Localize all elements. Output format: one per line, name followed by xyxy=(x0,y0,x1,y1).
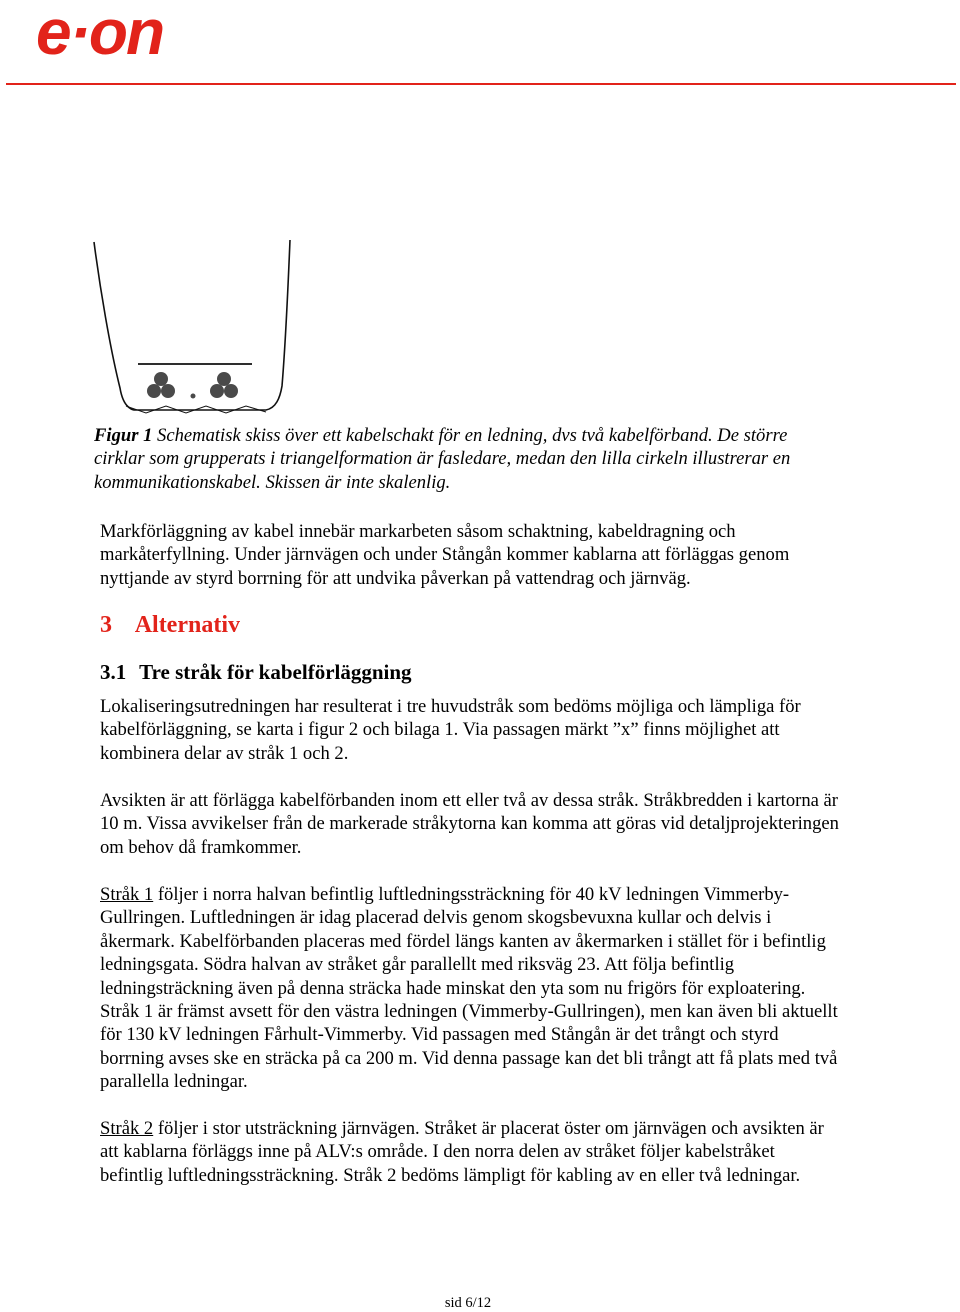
cable-group-1 xyxy=(147,372,175,398)
subsection-heading xyxy=(100,658,412,686)
paragraph-strak-2 xyxy=(100,1117,840,1187)
subsection-title: Tre stråk för kabelförläggning xyxy=(139,660,412,684)
figure-caption-text: Schematisk skiss över ett kabelschakt för en ledning, dvs två kabelförband. De större cirklar som grupperats i triangelformation är fasledare, medan den lilla cirkeln illustrerar en kommunikationskabel. Skissen är inte skalenlig. xyxy=(94,425,791,493)
paragraph-1: Lokaliseringsutredningen har resulterat i tre huvudstråk som bedöms möjliga och lämpliga för kabelförläggning, se karta i figur 2 och bilaga 1. Via passagen märkt ”x” finns möjlighet att kombinera delar av stråk 1 och 2. xyxy=(100,696,801,764)
strak-1-text: följer i norra halvan befintlig luftledningssträckning för 40 kV ledningen Vimmerby- Gullringen. Luftledningen är idag placerad delvis genom skogsbevuxna kullar och delvis i åkermark. Kabelförbanden placeras med fördel längs kanten av åkermarken i stället för i befintlig ledningsgata. Södra halvan av stråket går parallellt med riksväg 23. Att följa befintlig ledningsträckning även på denna sträcka hade minskat den yta som nu frigörs för exploatering. Stråk 1 är främst avsett för den västra ledningen (Vimmerby-Gullringen), men kan även bli aktuellt för 130 kV ledningen Fårhult-Vimmerby. Vid passagen med Stångån är det trångt och styrd borrning avses ske en sträcka på ca 200 m. Vid denna passage kan det bli trångt att få plats med två parallella ledningar. xyxy=(100,884,838,1093)
intro-paragraph: Markförläggning av kabel innebär markarbeten såsom schaktning, kabeldragning och markåterfyllning. Under järnvägen och under Stångån kommer kablarna att förläggas genom nyttjande av styrd borrning för att undvika påverkan på vattendrag och järnväg. xyxy=(100,521,790,589)
paragraph-2: Avsikten är att förlägga kabelförbanden inom ett eller två av dessa stråk. Stråkbredden i kartorna är 10 m. Vissa avvikelser från de markerade stråkytorna kan komma att göras vid detaljprojekteringen om behov då framkommer. xyxy=(100,790,839,858)
page-number: sid 6/12 xyxy=(444,1295,492,1311)
eon-logo xyxy=(36,4,226,62)
figure-caption xyxy=(94,424,834,494)
header-rule xyxy=(6,83,956,85)
eon-logo-mark xyxy=(36,4,226,62)
section-heading xyxy=(100,610,240,640)
communication-cable xyxy=(191,394,196,399)
section-number: 3 xyxy=(100,612,112,638)
cable-group-2 xyxy=(210,372,238,398)
paragraph-strak-1 xyxy=(100,883,840,1094)
subsection-number: 3.1 xyxy=(100,660,127,684)
strak-2-label: Stråk 2 xyxy=(100,1118,154,1139)
strak-2-text: följer i stor utsträckning järnvägen. Stråket är placerat öster om järnvägen och avsikten är att kablarna förläggs inne på ALV:s område. I den norra delen av stråket följer kabelstråket befintlig luftledningssträckning. Stråk 2 bedöms lämpligt för kabling av en eller två ledningar. xyxy=(100,1118,824,1186)
eon-logo-wordmark: e·on xyxy=(36,4,164,62)
section-title: Alternativ xyxy=(134,612,240,638)
strak-1-label: Stråk 1 xyxy=(100,884,154,905)
trench-outline xyxy=(94,240,290,410)
cable-trench-sketch xyxy=(86,238,298,416)
figure-label: Figur 1 xyxy=(94,425,153,446)
